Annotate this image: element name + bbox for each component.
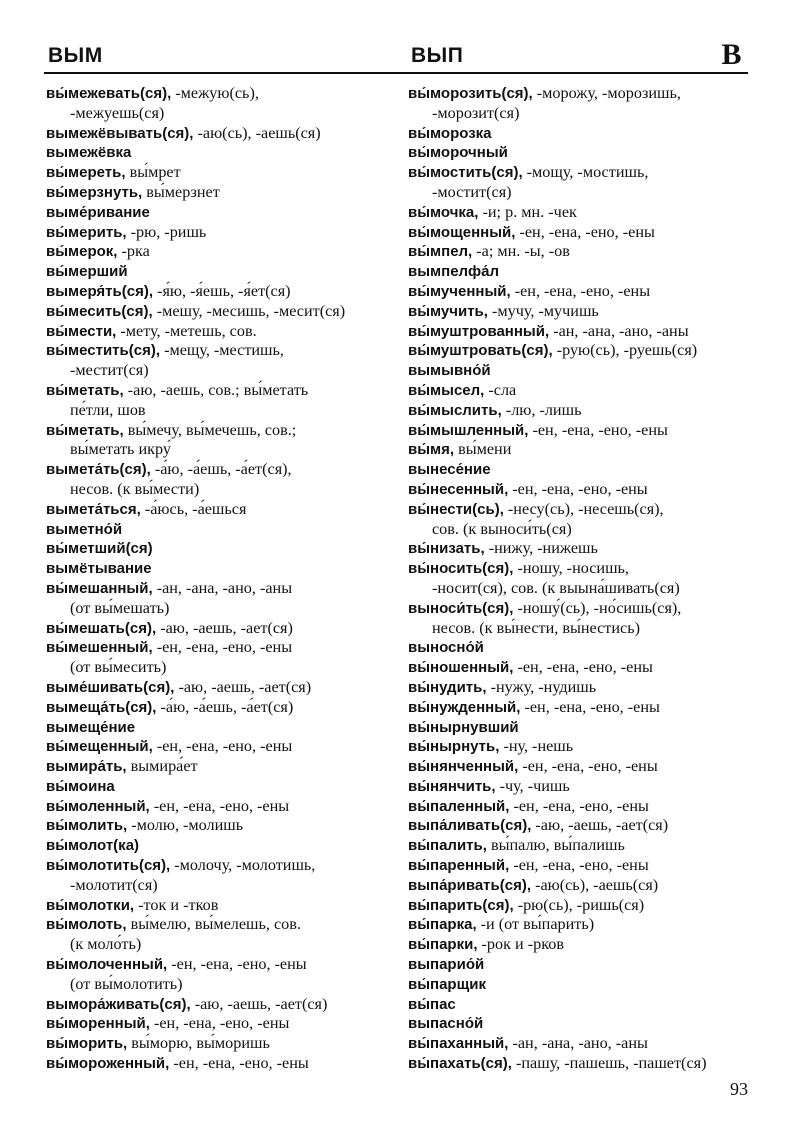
grammar-forms: вы́мерзнет	[146, 182, 220, 201]
grammar-forms: -рю, -ришь	[130, 222, 207, 241]
headword: вы́метать,	[46, 421, 124, 439]
grammar-forms: -ен, -ена, -ено, -ены	[156, 737, 293, 756]
dictionary-entry	[408, 124, 754, 144]
grammar-forms: -морожу, -морозишь,	[536, 84, 681, 102]
grammar-forms: -ен, -ена, -ено, -ены	[519, 222, 655, 241]
headword: вы́мешанный,	[46, 579, 153, 597]
dictionary-entry	[46, 896, 398, 916]
dictionary-entry	[408, 915, 754, 935]
grammar-forms: вы́мелю, вы́мелешь, сов.	[130, 915, 301, 934]
grammar-forms: -рю(сь), -ришь(ся)	[517, 895, 645, 914]
dictionary-entry	[46, 678, 398, 698]
dictionary-entry	[46, 757, 398, 777]
headword: вы́месить(ся),	[46, 302, 153, 320]
right-column	[408, 84, 754, 1074]
dictionary-entry	[46, 421, 398, 461]
dictionary-entry	[46, 1034, 398, 1054]
dictionary-entry	[46, 559, 398, 579]
dictionary-entry	[46, 836, 398, 856]
headword: вы́мышленный,	[408, 421, 529, 439]
headword: вы́мысел,	[408, 381, 485, 399]
dictionary-entry	[408, 816, 754, 836]
grammar-forms: -аю, -аешь, -ает(ся)	[535, 816, 669, 835]
headword: выметно́й	[46, 520, 123, 538]
grammar-forms: -аю(сь), -аешь(ся)	[197, 123, 321, 142]
dictionary-entry	[46, 718, 398, 738]
grammar-forms: -ен, -ена, -ено, -ены	[517, 658, 653, 677]
headword: вы́морочный	[408, 144, 508, 162]
entry-continuation: -местит(ся)	[70, 361, 149, 380]
dictionary-entry	[408, 322, 754, 342]
dictionary-entry	[408, 757, 754, 777]
dictionary-entry	[46, 183, 398, 203]
dictionary-entry	[46, 520, 398, 540]
dictionary-entry	[408, 995, 754, 1015]
headword: вы́мыслить,	[408, 401, 502, 419]
dictionary-entry	[46, 797, 398, 817]
dictionary-entry	[46, 816, 398, 836]
headword: вы́морить,	[46, 1035, 128, 1053]
dictionary-entry	[408, 242, 754, 262]
grammar-forms: -ан, -ана, -ано, -аны	[553, 321, 689, 340]
dictionary-entry	[408, 777, 754, 797]
dictionary-entry	[46, 619, 398, 639]
entry-continuation: -морозит(ся)	[432, 103, 520, 122]
entry-continuation: (от вы́месить)	[70, 658, 167, 677]
dictionary-entry	[408, 797, 754, 817]
dictionary-entry	[408, 440, 754, 460]
grammar-forms: -а; мн. -ы, -ов	[476, 242, 570, 261]
entry-continuation: (к моло́ть)	[70, 935, 142, 954]
dictionary-entry	[408, 84, 754, 124]
grammar-forms: -аю, -аешь, -ает(ся)	[178, 677, 312, 696]
headword: вы́моренный,	[46, 1015, 150, 1033]
grammar-forms: -ношу, -носишь,	[517, 559, 629, 578]
headword: вы́нянчить,	[408, 777, 496, 795]
headword: вы́нырнуть,	[408, 738, 500, 756]
dictionary-entry	[408, 460, 754, 480]
dictionary-entry	[408, 1054, 754, 1074]
dictionary-entry	[46, 84, 398, 124]
headword: вы́мереть,	[46, 164, 126, 182]
grammar-forms: -ен, -ена, -ено, -ены	[173, 1054, 309, 1073]
grammar-forms: -рую(сь), -руешь(ся)	[556, 341, 698, 360]
dictionary-entry	[46, 995, 398, 1015]
headword: вы́пахать(ся),	[408, 1055, 512, 1073]
grammar-forms: -молю, -молишь	[131, 816, 244, 835]
dictionary-entry	[408, 1034, 754, 1054]
grammar-forms: -ен, -ена, -ено, -ены	[512, 479, 648, 498]
dictionary-entry	[46, 500, 398, 520]
grammar-forms: -мучу, -мучишь	[491, 301, 599, 320]
dictionary-entry	[46, 856, 398, 896]
grammar-forms: -мету, -метешь, сов.	[120, 321, 257, 340]
headword: вы́молоченный,	[46, 956, 168, 974]
headword: вымеще́ние	[46, 718, 136, 736]
dictionary-entry	[408, 1014, 754, 1034]
grammar-forms: вы́мечу, вы́мечешь, сов.;	[127, 420, 297, 439]
headword: вы́паренный,	[408, 857, 510, 875]
headword: вы́мешать(ся),	[46, 619, 157, 637]
headword: вы́палить,	[408, 837, 487, 855]
headword: вы́мпел,	[408, 243, 473, 261]
dictionary-entry	[46, 242, 398, 262]
headword: выме́шивать(ся),	[46, 678, 175, 696]
grammar-forms: -и (от вы́парить)	[480, 915, 595, 934]
grammar-forms: -мощу, -мостишь,	[526, 163, 649, 182]
grammar-forms: -аю, -аешь, сов.; вы́метать	[127, 380, 309, 399]
dictionary-entry	[46, 262, 398, 282]
headword: вы́мести,	[46, 322, 117, 340]
dictionary-entry	[408, 836, 754, 856]
dictionary-entry	[408, 381, 754, 401]
grammar-forms: -ен, -ена, -ено, -ены	[156, 638, 293, 657]
grammar-forms: -ток и -тков	[138, 895, 219, 914]
headword: вы́парки,	[408, 936, 478, 954]
grammar-forms: -ну, -нешь	[503, 737, 574, 756]
dictionary-entry	[408, 223, 754, 243]
dictionary-entry	[46, 915, 398, 955]
page-header	[44, 38, 748, 72]
running-head-left: ВЫМ	[48, 44, 103, 67]
headword: вы́муштрованный,	[408, 322, 550, 340]
grammar-forms: -молочу, -молотишь,	[174, 856, 316, 875]
grammar-forms: -ен, -ена, -ено, -ены	[153, 1014, 290, 1033]
headword: вы́морозить(ся),	[408, 85, 533, 102]
dictionary-entry	[46, 955, 398, 995]
dictionary-entry	[408, 975, 754, 995]
grammar-forms: -ен, -ена, -ено, -ены	[153, 796, 290, 815]
grammar-forms: -мещу, -местишь,	[164, 341, 284, 360]
headword: вы́молить,	[46, 817, 128, 835]
headword: вы́межевать(ся),	[46, 85, 172, 102]
grammar-forms: -ен, -ена, -ено, -ены	[524, 697, 660, 716]
headword: вы́молоть,	[46, 916, 127, 934]
headword: вы́нужденный,	[408, 698, 521, 716]
dictionary-entry	[408, 678, 754, 698]
dictionary-entry	[408, 935, 754, 955]
headword: вымета́ться,	[46, 500, 141, 518]
dictionary-entry	[408, 480, 754, 500]
headword: вымира́ть,	[46, 758, 127, 776]
grammar-forms: вы́мрет	[129, 163, 181, 182]
dictionary-entry	[408, 539, 754, 559]
headword: вы́мочка,	[408, 203, 479, 221]
entry-continuation: -молотит(ся)	[70, 875, 158, 894]
grammar-forms: -нижу, -нижешь	[488, 539, 598, 558]
headword: вы́молот(ка)	[46, 837, 140, 855]
entry-continuation: -межуешь(ся)	[70, 103, 165, 122]
grammar-forms: -рок и -рков	[481, 935, 565, 954]
headword: вы́мучить,	[408, 302, 488, 320]
headword: вы́парщик	[408, 975, 486, 993]
headword: вы́пас	[408, 995, 456, 1013]
headword: вынесе́ние	[408, 461, 491, 479]
dictionary-entry	[408, 500, 754, 540]
header-rule	[44, 72, 748, 74]
entry-continuation: пе́тли, шов	[70, 400, 146, 419]
left-column	[46, 84, 398, 1074]
headword: вы́паханный,	[408, 1035, 509, 1053]
dictionary-entry	[408, 638, 754, 658]
headword: вы́мерить,	[46, 223, 127, 241]
headword: вы́ношенный,	[408, 659, 514, 677]
entry-continuation: несов. (к вы́нести, вы́нестись)	[432, 618, 641, 637]
headword: вымора́живать(ся),	[46, 995, 191, 1013]
headword: выносно́й	[408, 639, 484, 657]
dictionary-entry	[46, 737, 398, 757]
grammar-forms: -и; р. мн. -чек	[482, 202, 577, 221]
headword: вы́местить(ся),	[46, 342, 161, 360]
grammar-forms: -а́ю, -а́ешь, -а́ет(ся)	[160, 697, 294, 716]
headword: вы́мерзнуть,	[46, 183, 143, 201]
grammar-forms: -сла	[488, 380, 517, 399]
running-head-center: ВЫП	[411, 44, 464, 67]
grammar-forms: вы́мени	[458, 440, 512, 459]
headword: вы́молотить(ся),	[46, 857, 171, 875]
dictionary-entry	[46, 460, 398, 500]
headword: вы́парка,	[408, 916, 477, 934]
headword: выпа́ривать(ся),	[408, 876, 532, 894]
dictionary-entry	[408, 421, 754, 441]
headword: вы́моленный,	[46, 797, 150, 815]
headword: вы́мороженный,	[46, 1055, 170, 1073]
grammar-forms: -ен, -ена, -ено, -ены	[522, 757, 658, 776]
dictionary-entry	[46, 698, 398, 718]
grammar-forms: -аю, -аешь, -ает(ся)	[160, 618, 293, 637]
entry-continuation: (от вы́молотить)	[70, 974, 183, 993]
dictionary-entry	[408, 718, 754, 738]
headword: вы́морозка	[408, 124, 492, 142]
headword: выме́ривание	[46, 203, 150, 221]
headword: вымывно́й	[408, 362, 491, 380]
headword: вы́мерший	[46, 263, 128, 281]
headword: вы́метать,	[46, 381, 124, 399]
dictionary-entry	[46, 341, 398, 381]
headword: вы́мя,	[408, 441, 455, 459]
grammar-forms: вымира́ет	[130, 757, 198, 776]
headword: выпасно́й	[408, 1015, 484, 1033]
headword: вы́мешенный,	[46, 639, 153, 657]
dictionary-entry	[46, 302, 398, 322]
dictionary-entry	[46, 203, 398, 223]
grammar-forms: -рка	[121, 242, 150, 261]
headword: вы́мученный,	[408, 282, 511, 300]
grammar-forms: -ен, -ена, -ено, -ены	[513, 796, 649, 815]
headword: вымеря́ть(ся),	[46, 282, 154, 300]
grammar-forms: вы́палю, вы́палишь	[490, 836, 625, 855]
headword: выпа́ливать(ся),	[408, 817, 532, 835]
grammar-forms: -аю(сь), -аешь(ся)	[535, 875, 659, 894]
page-number: 93	[730, 1079, 748, 1099]
dictionary-entry	[46, 124, 398, 144]
headword: вы́метший(ся)	[46, 540, 153, 558]
dictionary-entry	[408, 361, 754, 381]
dictionary-entry	[46, 1054, 398, 1074]
headword: вымета́ть(ся),	[46, 461, 151, 479]
headword: вы́нудить,	[408, 678, 487, 696]
headword: вымётывание	[46, 560, 152, 578]
headword: вымежёвка	[46, 144, 132, 162]
headword: вы́парить(ся),	[408, 896, 514, 914]
entry-continuation: вы́метать икру́	[70, 440, 171, 459]
dictionary-entry	[46, 1014, 398, 1034]
dictionary-entry	[46, 638, 398, 678]
dictionary-entry	[408, 143, 754, 163]
dictionary-entry	[408, 203, 754, 223]
dictionary-entry	[46, 539, 398, 559]
headword: вы́моина	[46, 777, 115, 795]
headword: вы́нянченный,	[408, 758, 519, 776]
headword: вы́несенный,	[408, 480, 509, 498]
dictionary-entry	[408, 163, 754, 203]
dictionary-entry	[408, 856, 754, 876]
entry-continuation: (от вы́мешать)	[70, 598, 170, 617]
dictionary-entry	[408, 876, 754, 896]
dictionary-entry	[46, 777, 398, 797]
dictionary-entry	[46, 163, 398, 183]
grammar-forms: -межую(сь),	[175, 84, 259, 102]
dictionary-entry	[46, 282, 398, 302]
headword: выноси́ть(ся),	[408, 599, 514, 617]
grammar-forms: -я́ю, -я́ешь, -я́ет(ся)	[157, 281, 291, 300]
grammar-forms: -мешу, -месишь, -месит(ся)	[156, 301, 346, 320]
grammar-forms: -ен, -ена, -ено, -ены	[514, 281, 651, 300]
headword: вы́мерок,	[46, 243, 118, 261]
grammar-forms: -а́юсь, -а́ешься	[144, 499, 247, 518]
headword: вы́молотки,	[46, 896, 135, 914]
grammar-forms: -ен, -ена, -ено, -ены	[513, 856, 649, 875]
headword: вы́низать,	[408, 540, 485, 558]
dictionary-entry	[408, 262, 754, 282]
entry-continuation: -носит(ся), сов. (к выына́шивать(ся)	[432, 578, 680, 597]
dictionary-entry	[408, 341, 754, 361]
dictionary-entry	[46, 381, 398, 421]
dictionary-entry	[46, 223, 398, 243]
grammar-forms: -аю, -аешь, -ает(ся)	[194, 994, 328, 1013]
section-letter: В	[721, 38, 742, 71]
dictionary-entry	[408, 559, 754, 599]
dictionary-entry	[408, 698, 754, 718]
headword: вы́нырнувший	[408, 718, 519, 736]
headword: вымеща́ть(ся),	[46, 698, 157, 716]
dictionary-entry	[46, 579, 398, 619]
grammar-forms: вы́морю, вы́моришь	[131, 1034, 270, 1053]
headword: выпарио́й	[408, 956, 485, 974]
dictionary-entry	[408, 955, 754, 975]
grammar-forms: -а́ю, -а́ешь, -а́ет(ся),	[154, 460, 292, 479]
grammar-forms: -ношу́(сь), -но́сишь(ся),	[517, 598, 682, 617]
dictionary-entry	[46, 322, 398, 342]
grammar-forms: -нужу, -нудишь	[490, 677, 597, 696]
headword: вы́мощенный,	[408, 223, 516, 241]
dictionary-entry	[408, 737, 754, 757]
dictionary-entry	[408, 401, 754, 421]
dictionary-entry	[408, 302, 754, 322]
headword: вы́носить(ся),	[408, 560, 514, 578]
dictionary-entry	[46, 143, 398, 163]
entry-continuation: несов. (к вы́мести)	[70, 479, 200, 498]
headword: вымпелфа́л	[408, 263, 500, 281]
grammar-forms: -ен, -ена, -ено, -ены	[171, 955, 307, 974]
grammar-forms: -ан, -ана, -ано, -аны	[156, 578, 293, 597]
headword: вымежёвывать(ся),	[46, 124, 194, 142]
dictionary-entry	[408, 658, 754, 678]
grammar-forms: -чу, -чишь	[499, 776, 570, 795]
entry-continuation: -мостит(ся)	[432, 182, 512, 201]
headword: вы́мещенный,	[46, 738, 153, 756]
headword: вы́мостить(ся),	[408, 164, 523, 182]
headword: вы́нести(сь),	[408, 500, 504, 518]
headword: вы́муштровать(ся),	[408, 342, 553, 360]
grammar-forms: -лю, -лишь	[505, 400, 582, 419]
entry-continuation: сов. (к выноси́ть(ся)	[432, 519, 572, 538]
grammar-forms: -несу(сь), -несешь(ся),	[507, 499, 664, 518]
headword: вы́паленный,	[408, 797, 510, 815]
grammar-forms: -пашу, -пашешь, -пашет(ся)	[516, 1054, 707, 1073]
dictionary-entry	[408, 896, 754, 916]
grammar-forms: -ен, -ена, -ено, -ены	[532, 420, 668, 439]
dictionary-entry	[408, 282, 754, 302]
grammar-forms: -ан, -ана, -ано, -аны	[512, 1034, 648, 1053]
dictionary-entry	[408, 599, 754, 639]
